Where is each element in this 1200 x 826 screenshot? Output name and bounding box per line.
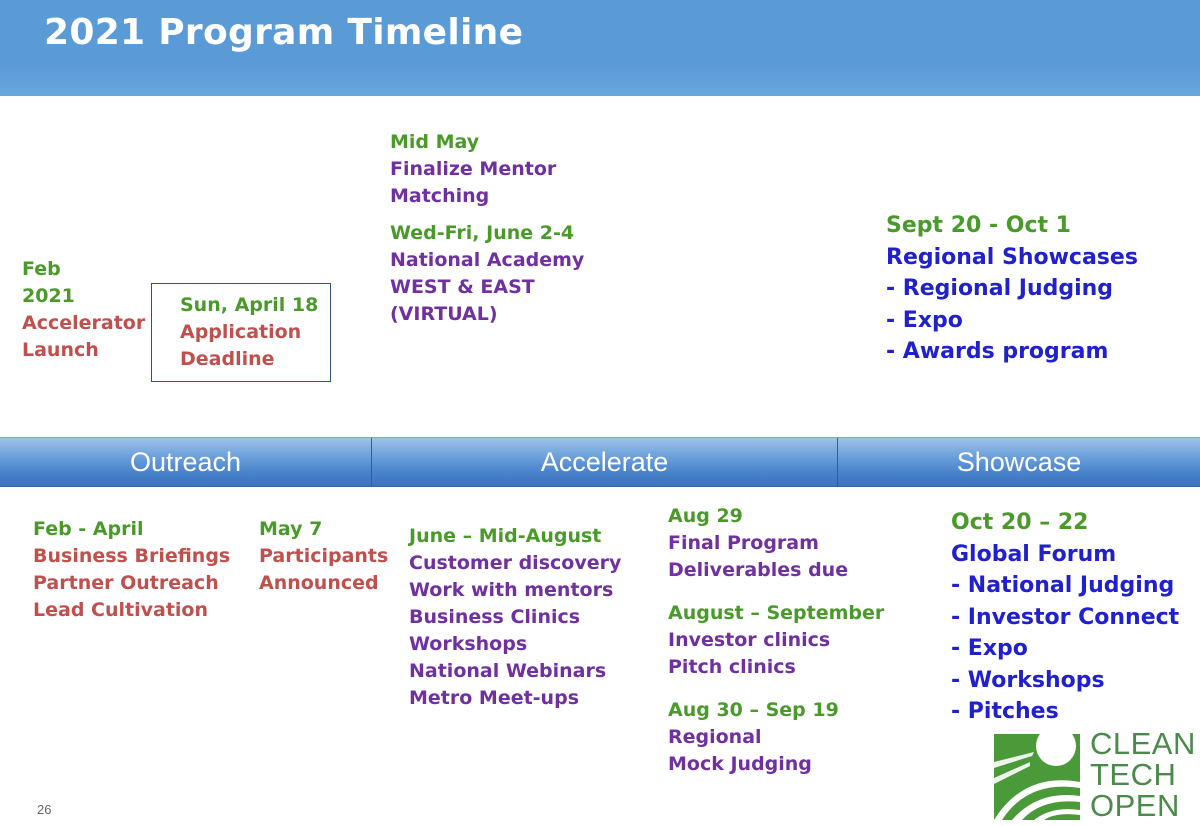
milestone-label: Regional Showcases bbox=[886, 244, 1138, 270]
list-item: Investor clinics bbox=[668, 629, 831, 651]
list-item: - Pitches bbox=[951, 699, 1059, 724]
list-item: Work with mentors bbox=[409, 579, 614, 601]
milestone-date: Sun, April 18 bbox=[180, 294, 319, 316]
list-item: Announced bbox=[259, 572, 379, 594]
list-item: - Investor Connect bbox=[951, 604, 1180, 630]
list-item: Participants bbox=[259, 545, 389, 567]
list-item: Business Clinics bbox=[409, 606, 581, 628]
milestone-accelerator-launch bbox=[22, 256, 145, 364]
list-item: - Workshops bbox=[951, 667, 1105, 693]
list-item: Workshops bbox=[409, 633, 528, 655]
list-item: Regional bbox=[668, 726, 762, 748]
list-item: - Regional Judging bbox=[886, 276, 1114, 301]
milestone-date: Aug 29 bbox=[668, 505, 743, 527]
milestone-date: Aug 30 – Sep 19 bbox=[668, 699, 839, 721]
page-title: 2021 Program Timeline bbox=[44, 12, 524, 53]
list-item: - National Judging bbox=[951, 573, 1175, 598]
list-item: Partner Outreach bbox=[33, 572, 219, 594]
milestone-date: May 7 bbox=[259, 518, 323, 540]
milestone-mentor-matching bbox=[390, 129, 584, 328]
milestone-date: Sept 20 - Oct 1 bbox=[886, 213, 1071, 238]
milestone-feb-april bbox=[33, 516, 230, 624]
milestone-date: Mid May bbox=[390, 131, 480, 153]
phase-outreach: Outreach bbox=[129, 447, 242, 477]
logo-wordmark bbox=[1090, 728, 1196, 821]
phase-showcase: Showcase bbox=[956, 447, 1082, 477]
page-number: 26 bbox=[37, 802, 52, 817]
milestone-date: Feb bbox=[22, 258, 61, 280]
milestone-label: Accelerator bbox=[22, 312, 146, 334]
milestone-regional-showcases bbox=[886, 210, 1138, 368]
milestone-label: WEST & EAST bbox=[390, 276, 535, 298]
title-banner bbox=[0, 0, 1200, 96]
milestone-label: Finalize Mentor bbox=[390, 158, 557, 180]
list-item: Mock Judging bbox=[668, 753, 812, 775]
milestone-label: (VIRTUAL) bbox=[390, 303, 498, 325]
milestone-global-forum bbox=[951, 507, 1179, 728]
list-item: Deliverables due bbox=[668, 559, 849, 581]
list-item: - Expo bbox=[951, 636, 1028, 661]
logo-line: CLEAN bbox=[1090, 726, 1196, 761]
logo-line: TECH bbox=[1090, 757, 1177, 792]
list-item: Pitch clinics bbox=[668, 656, 796, 678]
milestone-june-august bbox=[409, 523, 621, 712]
milestone-final-deliverables bbox=[668, 503, 884, 778]
milestone-date: Feb - April bbox=[33, 518, 144, 540]
list-item: National Webinars bbox=[409, 660, 607, 682]
milestone-date: 2021 bbox=[22, 285, 75, 307]
list-item: Customer discovery bbox=[409, 552, 622, 574]
logo-line: OPEN bbox=[1090, 788, 1180, 823]
milestone-application-deadline bbox=[180, 292, 318, 373]
milestone-label: National Academy bbox=[390, 249, 585, 271]
milestone-label: Matching bbox=[390, 185, 490, 207]
milestone-date: June – Mid-August bbox=[409, 525, 602, 547]
phase-accelerate: Accelerate bbox=[540, 447, 669, 477]
list-item: Business Briefings bbox=[33, 545, 231, 567]
milestone-label: Application bbox=[180, 321, 302, 343]
milestone-label: Launch bbox=[22, 339, 99, 361]
milestone-date: Oct 20 – 22 bbox=[951, 510, 1089, 535]
list-item: Final Program bbox=[668, 532, 819, 554]
list-item: - Awards program bbox=[886, 339, 1109, 364]
milestone-may-7 bbox=[259, 516, 388, 597]
phase-bar bbox=[0, 437, 1200, 487]
milestone-date: August – September bbox=[668, 602, 885, 624]
milestone-label: Deadline bbox=[180, 348, 275, 370]
list-item: Metro Meet-ups bbox=[409, 687, 579, 709]
milestone-label: Global Forum bbox=[951, 541, 1117, 567]
milestone-date: Wed-Fri, June 2-4 bbox=[390, 222, 575, 244]
list-item: - Expo bbox=[886, 307, 963, 333]
list-item: Lead Cultivation bbox=[33, 599, 208, 621]
